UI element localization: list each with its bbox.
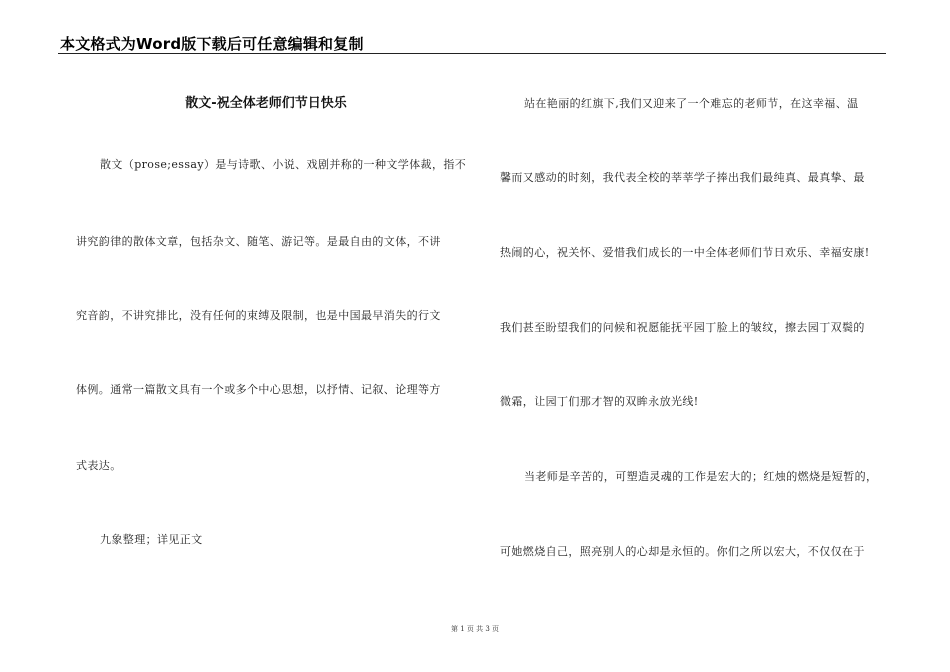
header-divider: [58, 53, 886, 54]
page-number: 第 1 页 共 3 页: [450, 625, 500, 633]
paragraph-line: 九象整理；详见正文: [100, 533, 203, 546]
paragraph-line: 微霜，让园丁们那才智的双眸永放光线!: [500, 395, 699, 408]
paragraph-line: 讲究韵律的散体文章，包括杂文、随笔、游记等。是最自由的文体，不讲: [76, 235, 441, 248]
paragraph-line: 可她燃烧自己，照亮别人的心却是永恒的。你们之所以宏大，不仅仅在于: [500, 545, 865, 558]
paragraph-line: 热闹的心，祝关怀、爱惜我们成长的一中全体老师们节日欢乐、幸福安康!: [500, 246, 870, 259]
paragraph-line: 馨而又感动的时刻，我代表全校的莘莘学子捧出我们最纯真、最真挚、最: [500, 171, 865, 184]
paragraph-line: 式表达。: [76, 459, 122, 472]
download-banner: 本文格式为Word版下载后可任意编辑和复制: [60, 35, 364, 53]
paragraph-line: 当老师是辛苦的，可塑造灵魂的工作是宏大的；红烛的燃烧是短暂的，: [524, 470, 878, 483]
paragraph-line: 究音韵，不讲究排比，没有任何的束缚及限制，也是中国最早消失的行文: [76, 309, 441, 322]
paragraph-line: 散文（prose;essay）是与诗歌、小说、戏剧并称的一种文学体裁，指不: [100, 158, 467, 171]
document-title: 散文-祝全体老师们节日快乐: [185, 96, 347, 111]
paragraph-line: 站在艳丽的红旗下,我们又迎来了一个难忘的老师节，在这幸福、温: [524, 97, 859, 110]
paragraph-line: 体例。通常一篇散文具有一个或多个中心思想，以抒情、记叙、论理等方: [76, 383, 441, 396]
paragraph-line: 我们甚至盼望我们的问候和祝愿能抚平园丁脸上的皱纹，擦去园丁双鬓的: [500, 321, 865, 334]
